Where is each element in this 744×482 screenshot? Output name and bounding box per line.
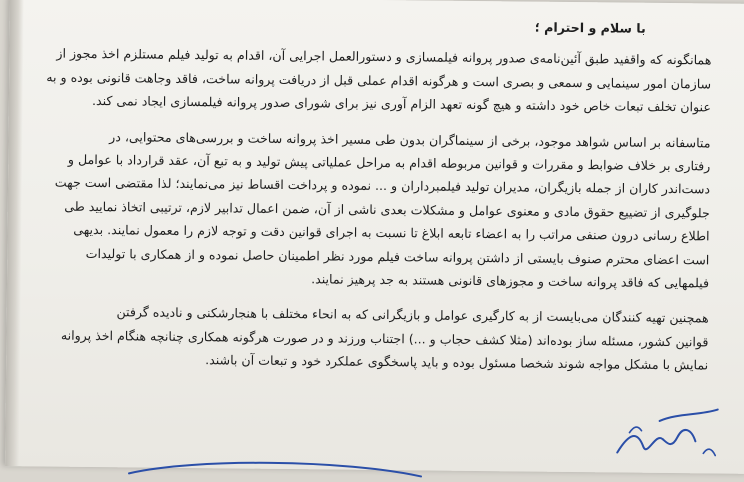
paragraph-line: است اعضای محترم صنوف بایستی از داشتن پروانه ساخت فیلم مورد نظر اطمینان حاصل نموده و از همکاری با تولیدات xyxy=(85,245,710,267)
paragraph-line: همچنین تهیه کنندگان می‌بایست از به کارگیری عوامل و بازیگرانی که به انحاء مختلف با هنجارشکنی و نادیده گرفتن xyxy=(116,304,709,326)
paragraph-line: عنوان تخلف تبعات خاص خود داشته و هیچ گونه تعهد الزام آوری نیز برای شورای صدور پروانه فیلمسازی ایجاد نمی کند. xyxy=(91,93,711,115)
paragraph-line: جلوگیری از تضییع حقوق مادی و معنوی عوامل و مشکلات بعدی ناشی از آن، ضمن اعمال تدابیر لازم، ترتیبی اتخاذ نمایید طی xyxy=(64,198,710,221)
paragraph-line: اطلاع رسانی درون صنفی مراتب را به اعضاء تابعه ابلاغ تا نسبت به اجرای قوانین دقت و توجه لازم را معمول نمایند. بدیهی xyxy=(73,221,710,244)
paragraph-line: دست‌اندر کاران از جمله بازیگران، مدیران تولید فیلمبرداران و ... نموده و پرداخت اقساط نیز می‌نمایند؛ لذا مقتضی است جهت xyxy=(54,174,711,197)
paragraph-line: سازمان امور سینمایی و سمعی و بصری است و هرگونه اقدام عملی قبل از دریافت پروانه ساخت، فاقد وجاهت قانونی بوده و به xyxy=(46,69,712,92)
bottom-ink-mark xyxy=(125,455,425,478)
paragraph-line: فیلمهایی که فاقد پروانه ساخت و مجوزهای قانونی هستند به جد پرهیز نمایند. xyxy=(311,271,710,291)
paragraph-1 xyxy=(45,42,712,119)
greeting: با سلام و احترام ؛ xyxy=(534,19,646,36)
paragraph-line: قوانین کشور، مسئله ساز بوده‌اند (مثلا کشف حجاب و ...) اجتناب ورزند و در صورت هرگونه همکاری چنانچه هنگام اخذ پروانه xyxy=(60,327,709,350)
letter-sheet xyxy=(5,0,744,474)
paragraph-line: همانگونه که واقفید طبق آئین‌نامه‌ی صدور پروانه فیلمسازی و دستورالعمل اجرایی آن، اقدام به تولید فیلم مستلزم اخذ مجوز از xyxy=(56,45,712,68)
paragraph-line: رفتاری بر خلاف ضوابط و مقررات و قوانین مربوطه اقدام به مراحل عملیاتی پیش تولید و به تبع آن، عقد قرارداد با عوامل و xyxy=(67,151,711,174)
paper-edge-shadow xyxy=(5,0,24,466)
letter-body xyxy=(42,10,712,376)
paragraph-3 xyxy=(42,300,709,377)
paragraph-line: متاسفانه بر اساس شواهد موجود، برخی از سینماگران بدون طی مسیر اخذ پروانه ساخت و بررسی‌های محتوایی، در xyxy=(109,128,711,151)
paragraph-2 xyxy=(43,124,711,295)
paragraph-line: نمایش با مشکل مواجه شوند شخصا مسئول بوده و باید پاسخگوی عملکرد خود و تبعات آن باشند. xyxy=(205,352,709,373)
handwritten-signature xyxy=(607,402,728,465)
